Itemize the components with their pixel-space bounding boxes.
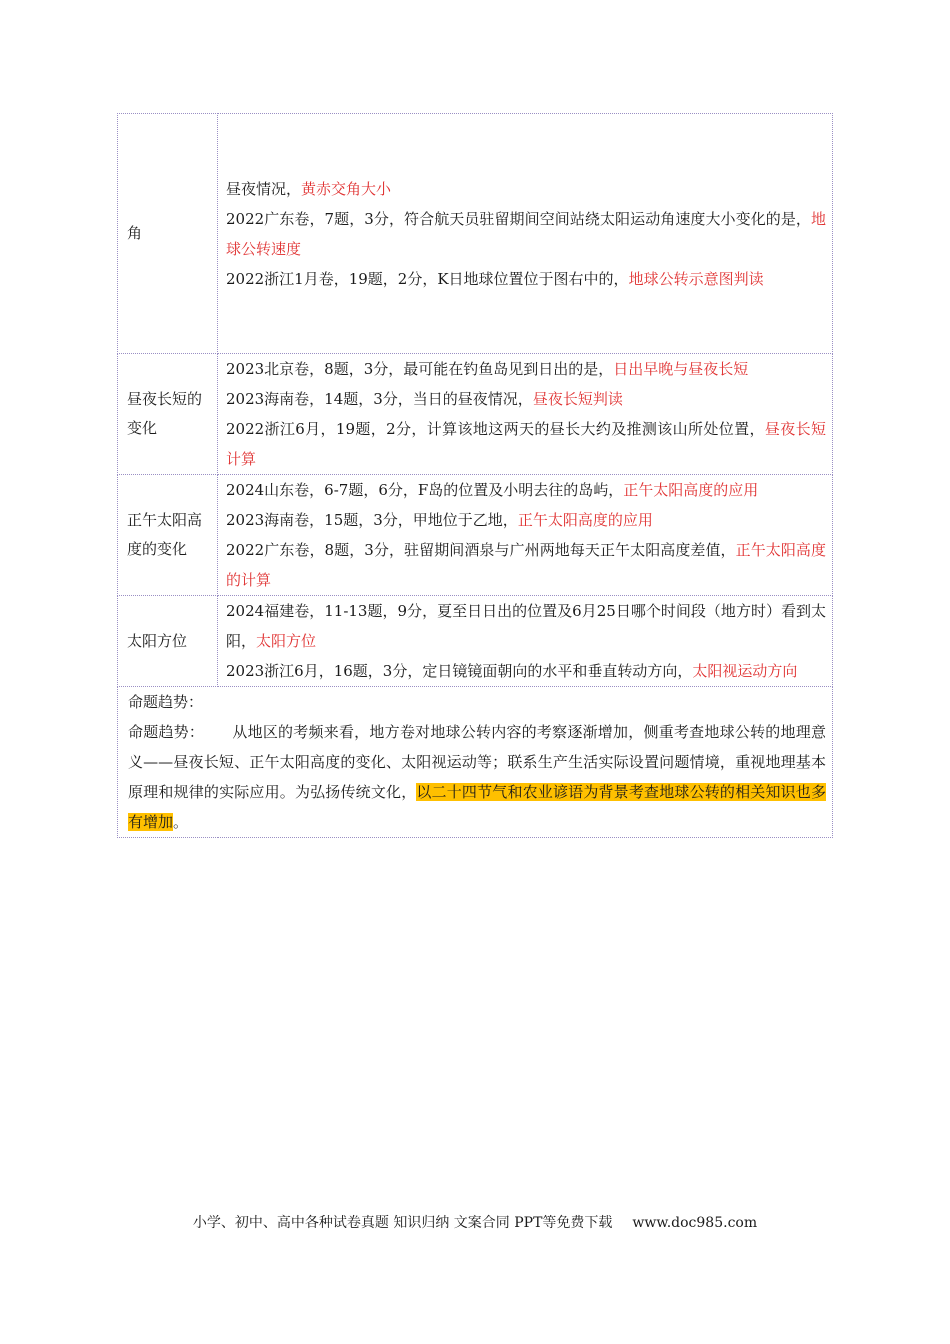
- item-text: 2023浙江6月，16题，3分，定日镜镜面朝向的水平和垂直转动方向，: [226, 662, 693, 680]
- list-item: [226, 535, 826, 595]
- topic-cell: [118, 475, 218, 596]
- page-footer: [0, 1212, 950, 1234]
- item-highlight: 日出早晚与昼夜长短: [613, 360, 749, 378]
- topic-cell: [118, 114, 218, 354]
- table-row: [118, 354, 833, 475]
- exam-topic-table: [117, 113, 833, 838]
- item-text: 2022浙江1月卷，19题，2分，K日地球位置位于图右中的，: [226, 269, 629, 288]
- topic-cell: [118, 596, 218, 687]
- footer-text: 小学、初中、高中各种试卷真题 知识归纳 文案合同 PPT等免费下载: [192, 1215, 613, 1231]
- table-row: [118, 114, 833, 354]
- item-text: 2022浙江6月，19题，2分，计算该地这两天的昼长大约及推测该山所处位置，: [226, 420, 765, 438]
- items-cell: [218, 114, 833, 354]
- item-text: 2024福建卷，11-13题，9分，夏至日日出的位置及6月25日哪个时间段（地方时）看到太阳，: [226, 602, 826, 650]
- item-highlight: 太阳视运动方向: [692, 662, 798, 680]
- item-highlight: 昼夜长短判读: [532, 390, 623, 408]
- items-cell: [218, 596, 833, 687]
- topic-cell: [118, 354, 218, 475]
- trend-end: 。: [173, 813, 189, 831]
- footer-site-link[interactable]: www.doc985.com: [632, 1215, 758, 1231]
- trend-title: 命题趋势：: [128, 693, 204, 711]
- item-text: 2022广东卷，8题，3分，驻留期间酒泉与广州两地每天正午太阳高度差值，: [226, 541, 736, 559]
- list-item: [226, 384, 826, 414]
- topic-label: 角: [127, 224, 143, 242]
- item-text: 2023北京卷，8题，3分，最可能在钓鱼岛见到日出的是，: [226, 360, 614, 378]
- list-item: [226, 505, 826, 535]
- list-item: [226, 475, 826, 505]
- list-item: [226, 354, 826, 384]
- item-highlight: 昼夜长短计算: [226, 420, 826, 468]
- trend-highlight: 以二十四节气和农业谚语为背景考查地球公转的相关知识也多有增加: [128, 783, 826, 831]
- table-row: [118, 475, 833, 596]
- item-text: 2024山东卷，6-7题，6分，F岛的位置及小明去往的岛屿，: [226, 481, 624, 499]
- trend-cell: [118, 687, 833, 838]
- list-item: [226, 656, 826, 686]
- item-highlight: 太阳方位: [256, 632, 317, 650]
- item-text: 2023海南卷，15题，3分，甲地位于乙地，: [226, 511, 518, 529]
- item-highlight: 正午太阳高度的应用: [623, 481, 759, 499]
- items-cell: [218, 475, 833, 596]
- list-item: [226, 414, 826, 474]
- topic-label: 正午太阳高度的变化: [127, 511, 203, 558]
- trend-lead: 命题趋势：: [128, 723, 205, 741]
- list-item: [226, 596, 826, 656]
- trend-row: [118, 687, 833, 838]
- item-highlight: 正午太阳高度的计算: [226, 541, 826, 589]
- item-highlight: 黄赤交角大小: [301, 179, 392, 198]
- list-item: [226, 204, 826, 264]
- trend-body-text: 从地区的考频来看，地方卷对地球公转内容的考察逐渐增加，侧重考查地球公转的地理意义——昼夜长短、正午太阳高度的变化、太阳视运动等；联系生产生活实际设置问题情境，重视地理基本原理和规律的实际应用。为弘扬传统文化，: [128, 723, 826, 801]
- topic-label: 太阳方位: [127, 631, 188, 650]
- table-row: [118, 596, 833, 687]
- trend-paragraph: [128, 717, 826, 837]
- topic-label: 昼夜长短的变化: [127, 390, 203, 437]
- list-item: [226, 174, 826, 204]
- item-highlight: 地球公转示意图判读: [628, 269, 764, 288]
- item-highlight: 地球公转速度: [226, 209, 826, 258]
- items-cell: [218, 354, 833, 475]
- item-text: 2022广东卷，7题，3分，符合航天员驻留期间空间站绕太阳运动角速度大小变化的是，: [226, 209, 811, 228]
- list-item: [226, 264, 826, 294]
- item-text: 2023海南卷，14题，3分，当日的昼夜情况，: [226, 390, 533, 408]
- item-text: 昼夜情况，: [226, 179, 302, 198]
- item-highlight: 正午太阳高度的应用: [517, 511, 653, 529]
